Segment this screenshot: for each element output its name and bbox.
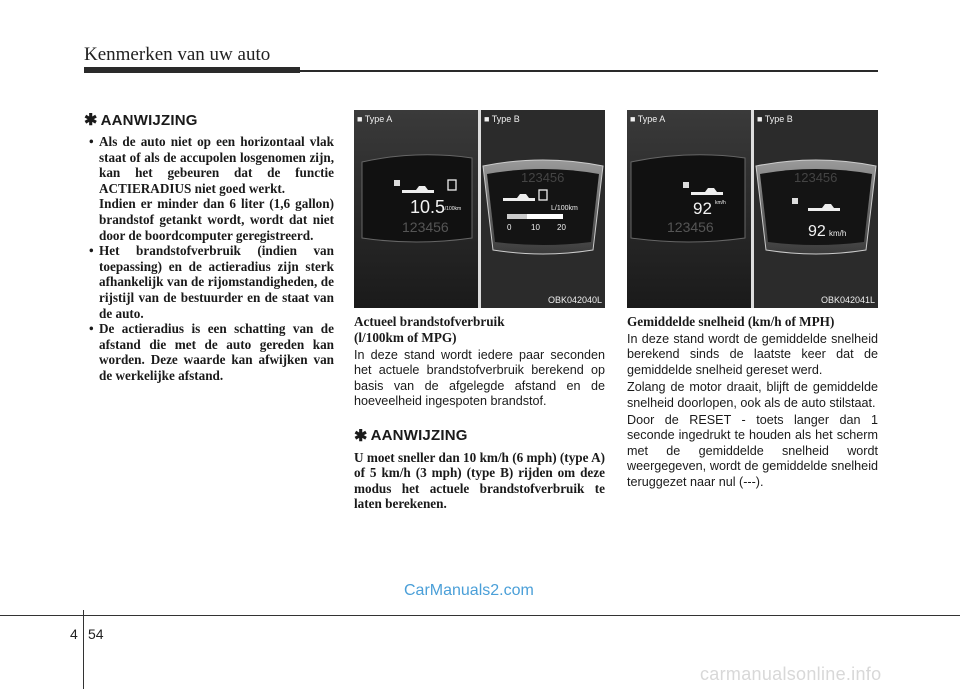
chapter-number: 4 (70, 626, 78, 642)
site-watermark: carmanualsonline.info (700, 664, 882, 684)
figure-type-a-panel (354, 110, 478, 308)
list-item (84, 243, 334, 321)
figure-code: OBK042040L (547, 295, 602, 305)
column-right (627, 110, 878, 490)
position-marker-icon (394, 180, 400, 186)
bullet-text: Het brandstofverbruik (indien van toepassing) en de actieradius zijn sterk afhankelijk van de rijomstandigheden, de rijstijl van de bestuurder en de staat van de auto. (99, 243, 334, 321)
note-bullet-list (84, 134, 334, 384)
asterisk-icon: ✱ (84, 112, 98, 129)
note-heading (354, 426, 605, 446)
note-heading-label: AANWIJZING (370, 427, 468, 445)
type-a-label: ■ Type A (630, 114, 666, 124)
note-heading-label: AANWIJZING (100, 111, 198, 129)
list-item (84, 134, 334, 243)
column-left (84, 110, 334, 384)
header-rule-thick (84, 67, 300, 73)
body-paragraph: Zolang de motor draait, blijft de gemiddelde snelheid doorlopen, ook als de auto stilstaat. (627, 380, 878, 410)
odometer-value: 123456 (794, 170, 838, 185)
cluster-type-a-illustration (627, 110, 751, 308)
type-a-label: ■ Type A (357, 114, 393, 124)
cluster-type-b-illustration (754, 110, 878, 308)
section-heading: Gemiddelde snelheid (km/h of MPH) (627, 314, 835, 329)
footer-divider (83, 610, 84, 689)
speed-unit: km/h (829, 229, 847, 238)
note-paragraph: U moet sneller dan 10 km/h (6 mph) (type A) of 5 km/h (3 mph) (type B) rijden om deze modus het actuele brandstofverbruik te laten berekenen. (354, 449, 605, 512)
fuel-consumption-unit: L/100km (551, 205, 578, 212)
figure-average-speed (627, 110, 878, 308)
type-b-label: ■ Type B (484, 114, 520, 124)
fuel-consumption-value: 10.5 (410, 197, 446, 217)
type-b-label: ■ Type B (757, 114, 793, 124)
section-subheading: (l/100km of MPG) (354, 330, 457, 345)
bullet-icon: • (89, 134, 94, 149)
fuel-consumption-unit: L/100km (442, 206, 462, 212)
header-rule-thin (300, 70, 878, 72)
section-heading: Actueel brandstofverbruik (354, 314, 505, 329)
list-item (84, 321, 334, 383)
average-speed-value: 92 (693, 199, 712, 218)
bullet-icon: • (89, 321, 94, 337)
position-marker-icon (792, 198, 798, 204)
note-heading (84, 110, 334, 130)
column-middle (354, 110, 605, 512)
figure-fuel-consumption (354, 110, 605, 308)
body-paragraph: In deze stand wordt de gemiddelde snelheid berekend sinds de laatste keer dat de gemiddelde snelheid gereset werd. (627, 332, 878, 377)
page-number: 54 (88, 626, 104, 642)
watermark-link[interactable]: CarManuals2.com (404, 582, 534, 599)
odometer-value: 123456 (667, 219, 714, 235)
page-header-title: Kenmerken van uw auto (84, 44, 271, 65)
body-paragraph: In deze stand wordt iedere paar seconden het actuele brandstofverbruik berekend op basis van de afgelegde afstand en de hoeveelheid ingespoten brandstof. (354, 348, 605, 409)
position-marker-icon (683, 182, 689, 188)
bullet-text: Als de auto niet op een horizontaal vlak staat of als de accupolen losgenomen zijn, kan het gebeuren dat de functie ACTIERADIUS niet goed werkt. (99, 134, 334, 196)
odometer-value: 123456 (521, 170, 565, 185)
average-speed-value: 92 (808, 223, 826, 240)
asterisk-icon: ✱ (354, 427, 368, 445)
odometer-value: 123456 (402, 219, 449, 235)
cluster-type-a-illustration (354, 110, 478, 308)
scale-label: 20 (557, 223, 566, 232)
figure-type-a-panel (627, 110, 751, 308)
footer-rule (0, 615, 960, 616)
figure-code: OBK042041L (820, 295, 875, 305)
bullet-text: De actieradius is een schatting van de afstand die met de auto gereden kan worden. Deze waarde kan afwijken van de werkelijke afstand. (99, 321, 334, 383)
bullet-icon: • (89, 243, 94, 259)
speed-unit: km/h (715, 200, 726, 206)
scale-label: 10 (531, 223, 540, 232)
figure-type-b-panel (754, 110, 878, 308)
body-paragraph: Door de RESET - toets langer dan 1 seconde ingedrukt te houden als het scherm met de gemiddelde snelheid wordt weergegeven, wordt de gemiddelde snelheid teruggezet naar nul (---). (627, 413, 878, 489)
figure-type-b-panel (481, 110, 605, 308)
cluster-type-b-illustration (481, 110, 605, 308)
bullet-extra-text: Indien er minder dan 6 liter (1,6 gallon) brandstof getankt wordt, wordt dat niet door de boordcomputer geregistreerd. (99, 196, 334, 243)
scale-label: 0 (507, 223, 512, 232)
